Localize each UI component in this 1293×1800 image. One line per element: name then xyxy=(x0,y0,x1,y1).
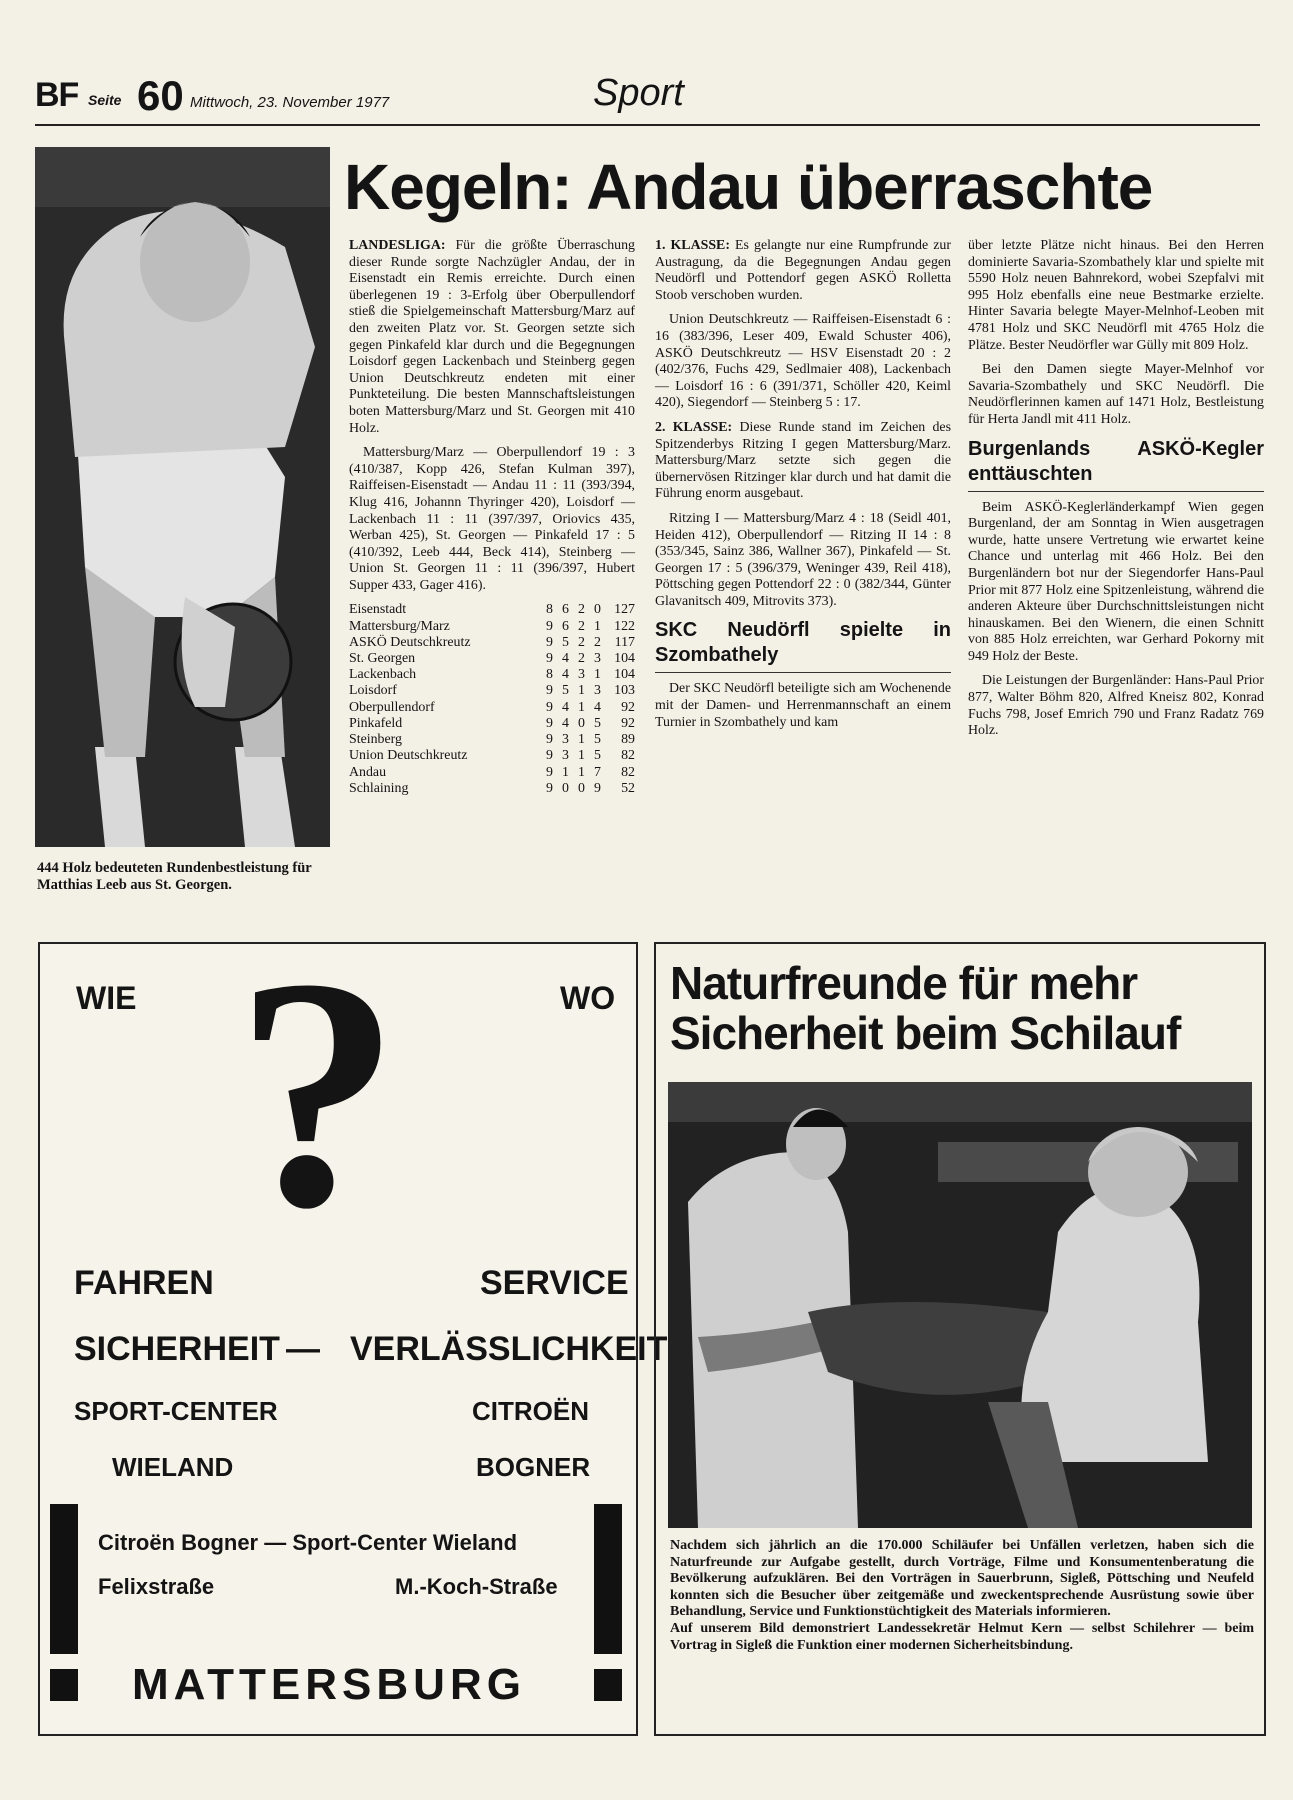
standings-l: 1 xyxy=(594,618,601,634)
article-headline: Kegeln: Andau überraschte xyxy=(344,151,1153,223)
standings-row xyxy=(349,781,635,797)
ad-address-line: Citroën Bogner — Sport-Center Wieland xyxy=(98,1530,518,1555)
ad-fahren: FAHREN xyxy=(74,1264,214,1302)
standings-l: 7 xyxy=(594,764,601,780)
ski-binding-demo-illustration xyxy=(668,1082,1252,1528)
standings-g: 9 xyxy=(546,732,553,748)
standings-row xyxy=(349,602,635,618)
ad-right-square xyxy=(594,1669,622,1701)
standings-d: 3 xyxy=(578,667,585,683)
standings-pts: 104 xyxy=(614,667,635,683)
standings-g: 9 xyxy=(546,748,553,764)
article-column-1 xyxy=(349,238,635,797)
photo-caption: 444 Holz bedeuteten Rundenbestleistung für Matthias Leeb aus St. Georgen. xyxy=(37,860,312,893)
standings-pts: 103 xyxy=(614,683,635,699)
advertisement xyxy=(38,911,668,1736)
page-number: 60 xyxy=(137,72,184,119)
standings-l: 5 xyxy=(594,715,601,731)
ad-wie: WIE xyxy=(76,980,137,1016)
standings-g: 9 xyxy=(546,715,553,731)
standings-d: 2 xyxy=(578,618,585,634)
naturfreunde-photo xyxy=(668,1082,1252,1528)
landesliga-text: Für die größte Überraschung dieser Runde sorgte Nachzügler Andau, der in Eisenstadt ein Remis erreichte. Durch einen überlegenen 19 : 3-Erfolg über Oberpullendorf stieß die Spielgemeinschaft Mattersburg/Marz auf den zweiten Platz vor. St. Georgen setzte sich gegen Pinkafeld klar durch und die Begegnungen Loisdorf gegen Lackenbach und Steinberg gegen Union Deutschkreutz endeten mit einer Punkteteilung. Die besten Mannschaftsleistungen boten Mattersburg/Marz und St. Georgen mit 410 Holz. xyxy=(349,238,635,436)
ad-question-mark: ? xyxy=(235,911,400,1276)
ad-service: SERVICE xyxy=(480,1264,629,1302)
leistungen-text: Die Leistungen der Burgenländer: Hans-Paul Prior 877, Walter Böhm 820, Alfred Kneisz 802, Konrad Fuchs 798, Josef Emrich 790 und Franz Radatz 769 Holz. xyxy=(968,673,1264,739)
standings-team: Union Deutschkreutz xyxy=(349,748,468,764)
klasse2-text: Diese Runde stand im Zeichen des Spitzenderbys Ritzing I gegen Mattersburg/Marz. Mattersburg/Marz setzte sich gegen die übernervösen Ritzinger klar durch und hat damit die Führung enorm ausgebaut. xyxy=(655,419,951,502)
standings-g: 9 xyxy=(546,780,553,796)
standings-row xyxy=(349,716,635,732)
ad-bogner: BOGNER xyxy=(476,1452,591,1482)
standings-g: 9 xyxy=(546,699,553,715)
ad-left-bar xyxy=(50,1504,78,1654)
standings-g: 9 xyxy=(546,634,553,650)
standings-g: 9 xyxy=(546,618,553,634)
standings-pts: 82 xyxy=(621,748,635,764)
standings-w: 5 xyxy=(562,683,569,699)
standings-pts: 127 xyxy=(614,602,635,618)
askoe-text: Beim ASKÖ-Keglerländerkampf Wien gegen Burgenland, der am Sonntag in Wien ausgetragen wurde, hatte unsere Vertretung wie erwartet keine Chance und unterlag mit 466 Holz. Bei den Burgenländern bot nur der Siegendorfer Hans-Paul Prior mit 877 Holz eine Spitzenleistung, während die anderen Akteure über Durchschnittsleistungen nicht hinauskamen. Bei den Wienern, die einen Schnitt von 885 Holz erreichten, war Gerhard Pokorny mit 949 Holz der Beste. xyxy=(968,499,1264,664)
standings-w: 4 xyxy=(562,699,569,715)
klasse2-label: 2. KLASSE: xyxy=(655,419,733,435)
page-word: Seite xyxy=(88,92,122,108)
standings-d: 1 xyxy=(578,732,585,748)
ad-wo: WO xyxy=(560,980,616,1016)
standings-g: 9 xyxy=(546,683,553,699)
damen-text: Bei den Damen siegte Mayer-Melnhof vor Savaria-Szombathely und SKC Neudörfl. Die Neudörflerinnen kamen auf 1471 Holz, Bestleistung für Herta Jandl mit 411 Holz. xyxy=(968,362,1264,427)
standings-d: 2 xyxy=(578,602,585,618)
standings-l: 9 xyxy=(594,780,601,796)
standings-g: 8 xyxy=(546,667,553,683)
standings-d: 1 xyxy=(578,699,585,715)
standings-team: Schlaining xyxy=(349,780,409,796)
standings-team: Mattersburg/Marz xyxy=(349,618,450,634)
standings-d: 2 xyxy=(578,651,585,667)
standings-w: 3 xyxy=(562,732,569,748)
ad-sport-center: SPORT-CENTER xyxy=(74,1396,278,1426)
skc-text: Der SKC Neudörfl beteiligte sich am Wochenende mit der Damen- und Herrenmannschaft an einem Turnier in Szombathely und kam xyxy=(655,681,951,730)
standings-w: 4 xyxy=(562,667,569,683)
ad-sicherheit: SICHERHEIT xyxy=(74,1330,280,1368)
askoe-subheadline: Burgenlands ASKÖ-Kegler enttäuschten xyxy=(968,437,1264,492)
standings-l: 3 xyxy=(594,651,601,667)
standings-pts: 89 xyxy=(621,732,635,748)
standings-d: 0 xyxy=(578,715,585,731)
ad-town: MATTERSBURG xyxy=(132,1660,526,1709)
standings-pts: 122 xyxy=(614,618,635,634)
naturfreunde-box xyxy=(654,942,1266,1736)
standings-w: 1 xyxy=(562,764,569,780)
standings-table xyxy=(349,602,635,796)
standings-l: 2 xyxy=(594,634,601,650)
section-title: Sport xyxy=(593,72,684,114)
standings-row xyxy=(349,748,635,764)
standings-row xyxy=(349,732,635,748)
standings-l: 3 xyxy=(594,683,601,699)
standings-row xyxy=(349,683,635,699)
ad-right-bar xyxy=(594,1504,622,1654)
skc-continued-text: über letzte Plätze nicht hinaus. Bei den Herren dominierte Savaria-Szombathely klar und spielte mit 5590 Holz neuen Bahnrekord, wobei Szepfalvi mit 995 Holz ebenfalls eine neue Bestmarke erzielte. Hinter Savaria belegte Mayer-Melnhof-Leoben mit 4781 Holz und SKC Neudörfl mit 4765 Holz die Plätze. Bester Neudörfler war Gülly mit 809 Holz. xyxy=(968,238,1264,353)
standings-row xyxy=(349,765,635,781)
standings-team: Oberpullendorf xyxy=(349,699,435,715)
klasse1-label: 1. KLASSE: xyxy=(655,238,730,253)
standings-team: Steinberg xyxy=(349,732,402,748)
standings-team: Lackenbach xyxy=(349,667,417,683)
standings-l: 5 xyxy=(594,748,601,764)
landesliga-results: Mattersburg/Marz — Oberpullendorf 19 : 3 (410/387, Kopp 426, Stefan Kulman 397), Raiffeisen-Eisenstadt — Andau 11 : 11 (393/394, Klug 416, Johannn Thyringer 420), Loisdorf — Lackenbach 11 : 11 (397/397, Oriovics 435, Werban 425), St. Georgen — Pinkafeld 17 : 5 (410/392, Leeb 444, Beck 414), Steinberg — Union St. Georgen 11 : 11 (396/397, Hubert Supper 433, Gager 416). xyxy=(349,445,635,593)
standings-d: 2 xyxy=(578,634,585,650)
standings-pts: 92 xyxy=(621,715,635,731)
klasse2-results: Ritzing I — Mattersburg/Marz 4 : 18 (Seidl 401, Heiden 412), Oberpullendorf — Ritzing II 14 : 8 (353/345, Sainz 386, Wallner 367), Pinkafeld — St. Georgen 17 : 5 (396/379, Weninger 439, Reil 418), Pöttsching gegen Pottendorf 22 : 0 (382/344, Günter Glavanitsch 409, Mitrovits 373). xyxy=(655,510,951,609)
standings-row xyxy=(349,667,635,683)
standings-w: 5 xyxy=(562,634,569,650)
bowler-illustration xyxy=(35,147,330,847)
standings-row xyxy=(349,700,635,716)
standings-w: 6 xyxy=(562,602,569,618)
standings-pts: 82 xyxy=(621,764,635,780)
standings-pts: 92 xyxy=(621,699,635,715)
naturfreunde-headline-line1: Naturfreunde für mehr xyxy=(670,957,1138,1009)
standings-d: 0 xyxy=(578,780,585,796)
standings-row xyxy=(349,651,635,667)
standings-pts: 52 xyxy=(621,780,635,796)
issue-date: Mittwoch, 23. November 1977 xyxy=(190,94,390,111)
standings-w: 0 xyxy=(562,780,569,796)
ad-street-left: Felixstraße xyxy=(98,1574,215,1599)
standings-team: Eisenstadt xyxy=(349,602,407,618)
masthead xyxy=(35,72,1260,126)
standings-pts: 104 xyxy=(614,651,635,667)
standings-l: 1 xyxy=(594,667,601,683)
standings-pts: 117 xyxy=(614,634,635,650)
standings-l: 0 xyxy=(594,602,601,618)
ad-left-square xyxy=(50,1669,78,1701)
ad-dash: — xyxy=(286,1330,320,1368)
naturfreunde-caption xyxy=(670,1538,1254,1654)
article-column-2 xyxy=(655,238,951,739)
standings-l: 4 xyxy=(594,699,601,715)
landesliga-label: LANDESLIGA: xyxy=(349,238,446,253)
newspaper-logo: BF xyxy=(35,76,79,114)
standings-w: 6 xyxy=(562,618,569,634)
naturfreunde-caption-p1: Nachdem sich jährlich an die 170.000 Schiläufer bei Unfällen verletzen, haben sich die Naturfreunde zur Aufgabe gestellt, durch Vorträge, Filme und Konsumentenberatung die Bevölkerung aufzuklären. Bei den Vorträgen in Sauerbrunn, Sigleß, Pöttsching und Neufeld konnten sich die Besucher über zeitgemäße und zweckentsprechende Ausrüstung sowie über Behandlung, Service und Funktionstüchtigkeit des Materials informieren. xyxy=(670,1538,1254,1620)
standings-d: 1 xyxy=(578,764,585,780)
naturfreunde-headline-line2: Sicherheit beim Schilauf xyxy=(670,1007,1181,1059)
article-column-3 xyxy=(968,238,1264,748)
standings-d: 1 xyxy=(578,748,585,764)
naturfreunde-headline xyxy=(670,958,1260,1058)
ad-citroen: CITROËN xyxy=(472,1396,589,1426)
standings-g: 9 xyxy=(546,764,553,780)
klasse1-results: Union Deutschkreutz — Raiffeisen-Eisenstadt 6 : 16 (383/396, Leser 409, Ewald Schuster 406), ASKÖ Deutschkreutz — HSV Eisenstadt 20 : 2 (402/376, Fuchs 429, Sedlmaier 408), Lackenbach — Loisdorf 16 : 6 (391/371, Schöller 420, Keiml 420), Siegendorf — Steinberg 5 : 17. xyxy=(655,312,951,411)
standings-team: Loisdorf xyxy=(349,683,397,699)
standings-team: ASKÖ Deutschkreutz xyxy=(349,634,471,650)
skc-subheadline: SKC Neudörfl spielte in Szombathely xyxy=(655,618,951,673)
standings-g: 8 xyxy=(546,602,553,618)
standings-d: 1 xyxy=(578,683,585,699)
standings-w: 3 xyxy=(562,748,569,764)
standings-l: 5 xyxy=(594,732,601,748)
ad-street-right: M.-Koch-Straße xyxy=(395,1574,558,1599)
ad-wieland: WIELAND xyxy=(112,1452,234,1482)
standings-row xyxy=(349,635,635,651)
klasse1-text: Es gelangte nur eine Rumpfrunde zur Austragung, da die Begegnungen Andau gegen Neudörfl und Pottendorf gegen ASKÖ Rolletta Stoob verschoben wurden. xyxy=(655,238,951,303)
standings-team: Pinkafeld xyxy=(349,715,403,731)
standings-w: 4 xyxy=(562,651,569,667)
bowler-photo xyxy=(35,147,330,847)
standings-w: 4 xyxy=(562,715,569,731)
ad-verlaesslichkeit: VERLÄSSLICHKEIT xyxy=(350,1330,668,1368)
standings-team: Andau xyxy=(349,764,387,780)
standings-team: St. Georgen xyxy=(349,651,416,667)
standings-g: 9 xyxy=(546,651,553,667)
standings-row xyxy=(349,619,635,635)
naturfreunde-caption-p2: Auf unserem Bild demonstriert Landessekretär Helmut Kern — selbst Schilehrer — beim Vortrag in Sigleß die Funktion einer modernen Sicherheitsbindung. xyxy=(670,1620,1254,1653)
